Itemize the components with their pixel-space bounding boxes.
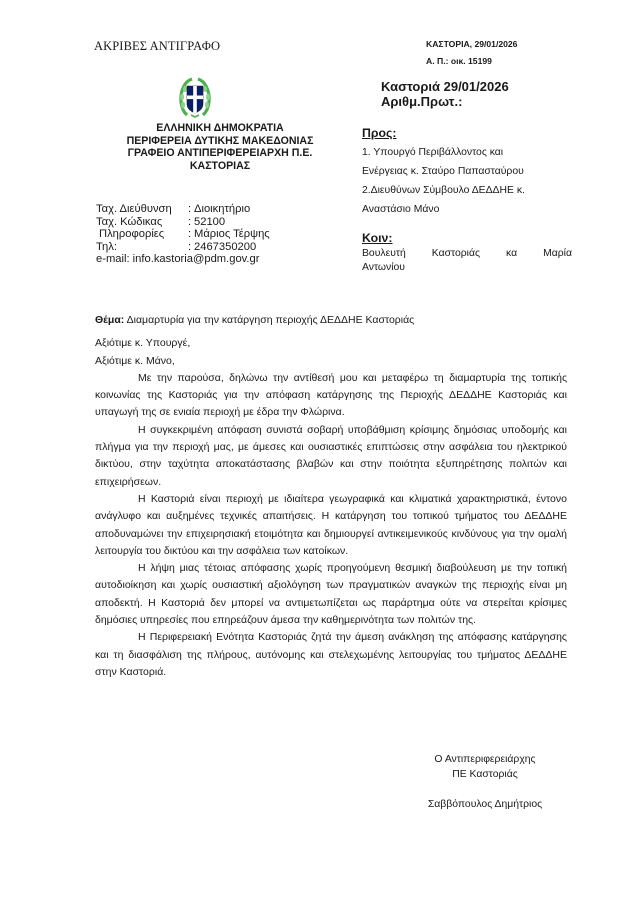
recipient-line: 2.Διευθύνων Σύμβουλο ΔΕΔΔΗΕ κ. <box>362 185 525 196</box>
contact-value: Διοικητήριο <box>194 203 251 215</box>
contact-row-postcode <box>96 216 270 229</box>
subject-line <box>95 312 567 329</box>
subject-text: Διαμαρτυρία για την κατάργηση περιοχής ΔΕΔΔΗΕ Καστοριάς <box>124 314 415 326</box>
contact-label: Ταχ. Διεύθυνση <box>96 203 172 215</box>
greeting-ceo: Αξιότιμε κ. Μάνο, <box>95 354 175 367</box>
paragraph: Με την παρούσα, δηλώνω την αντίθεσή μου και μεταφέρω τη διαμαρτυρία της τοπικής κοινωνίας της Καστοριάς για την απόφαση κατάργησης της Περιοχής ΔΕΔΔΗΕ Καστοριάς και υπαγωγή της σε ενιαία περιοχή με έδρα την Φλώρινα. <box>95 371 567 419</box>
subject-label: Θέμα: <box>95 314 125 326</box>
stamp-protocol-number: Α. Π.: οικ. 15199 <box>426 56 492 66</box>
recipient-line: Αναστάσιο Μάνο <box>362 204 440 215</box>
signatory-unit: ΠΕ Καστοριάς <box>452 769 518 780</box>
recipients-block <box>362 124 570 219</box>
contact-separator: : <box>188 203 192 215</box>
paragraph: Η Καστοριά είναι περιοχή με ιδιαίτερα γεωγραφικά και κλιματικά χαρακτηριστικά, έντονο ανάγλυφο και αυξημένες τεχνικές απαιτήσεις. Η κατάργηση του τοπικού τμήματος του ΔΕΔΔΗΕ αποδυναμώνει την επιχειρησιακή ετοιμότητα και δημιουργεί αντικειμενικούς κινδύνους για την ομαλή λειτουργία του δικτύου και την ασφάλεια των κατοίκων. <box>95 492 567 557</box>
contact-separator: : <box>188 215 192 228</box>
greek-coat-of-arms-icon <box>178 77 212 119</box>
cc-line: Βουλευτή Καστοριάς κα Μαρία <box>362 248 572 259</box>
paragraph: Η Περιφερειακή Ενότητα Καστοριάς ζητά την άμεση ανάκληση της απόφασης κατάργησης και τη διασφάλιση της πλήρους, αυτόνομης και στελεχωμένης λειτουργίας του τμήματος ΔΕΔΔΗΕ στην Καστοριά. <box>95 631 567 678</box>
greeting-minister: Αξιότιμε κ. Υπουργέ, <box>95 337 191 350</box>
stamp-date: ΚΑΣΤΟΡΙΑ, 29/01/2026 <box>426 39 518 49</box>
protocol-label: Αριθμ.Πρωτ.: <box>381 94 463 109</box>
contact-details <box>96 203 270 266</box>
org-line-office: ΓΡΑΦΕΙΟ ΑΝΤΙΠΕΡΙΦΕΡΕΙΑΡΧΗ Π.Ε. <box>127 147 313 159</box>
paragraph: Η συγκεκριμένη απόφαση συνιστά σοβαρή υποβάθμιση κρίσιμης δημόσιας υποδομής και πλήγμα για την περιοχή μας, με άμεσες και ουσιαστικές επιπτώσεις στην ασφάλεια του ηλεκτρικού δικτύου, στην ταχύτητα αποκατάστασης βλαβών και στην ποιότητα εξυπηρέτησης πολιτών και επιχειρήσεων. <box>95 423 567 488</box>
signature-block <box>400 752 570 812</box>
exact-copy-label: ΑΚΡΙΒΕΣ ΑΝΤΙΓΡΑΦΟ <box>94 39 221 53</box>
recipients-heading: Προς: <box>362 126 397 140</box>
place-date: Καστοριά 29/01/2026 <box>381 79 509 94</box>
cc-block <box>362 230 572 274</box>
protocol-stamp <box>426 36 517 70</box>
contact-separator: : <box>188 228 192 240</box>
contact-value: 2467350200 <box>194 240 257 253</box>
org-line-region: ΠΕΡΙΦΕΡΕΙΑ ΔΥΤΙΚΗΣ ΜΑΚΕΔΟΝΙΑΣ <box>126 134 314 147</box>
contact-value: 52100 <box>194 215 226 228</box>
date-block <box>381 79 509 109</box>
signatory-title: Ο Αντιπεριφερειάρχης <box>434 754 536 765</box>
contact-separator: : <box>188 240 192 253</box>
contact-row-info <box>96 228 270 241</box>
contact-label: Πληροφορίες <box>99 228 165 240</box>
contact-row-phone <box>96 241 270 254</box>
recipient-line: 1. Υπουργό Περιβάλλοντος και <box>362 147 504 158</box>
contact-email[interactable]: e-mail: info.kastoria@pdm.gov.gr <box>96 253 260 265</box>
signatory-name: Σαββόπουλος Δημήτριος <box>427 799 543 810</box>
recipient-line: Ενέργειας κ. Σταύρο Παπασταύρου <box>362 166 524 177</box>
contact-row-address <box>96 203 270 216</box>
paragraph: Η λήψη μιας τέτοιας απόφασης χωρίς προηγούμενη θεσμική διαβούλευση με την τοπική αυτοδιοίκηση και χωρίς ουσιαστική αξιολόγηση των πραγματικών αναγκών της περιοχής είναι μη αποδεκτή. Η Καστοριά δεν μπορεί να αντιμετωπίζεται ως παράρτημα ούτε να στερείται κρίσιμες δημόσιες υπηρεσίες που επηρεάζουν άμεσα την καθημερινότητα των πολιτών της. <box>95 562 567 627</box>
org-line-unit: ΚΑΣΤΟΡΙΑΣ <box>189 159 251 172</box>
cc-line: Αντωνίου <box>362 261 405 273</box>
contact-label: Τηλ: <box>96 240 117 253</box>
letter-body <box>95 312 567 681</box>
org-line-republic: ΕΛΛΗΝΙΚΗ ΔΗΜΟΚΡΑΤΙΑ <box>156 122 284 134</box>
contact-value: Μάριος Τέρψης <box>194 228 270 240</box>
cc-heading: Κοιν: <box>362 231 393 245</box>
contact-label: Ταχ. Κώδικας <box>96 215 163 228</box>
organization-header <box>100 122 340 172</box>
